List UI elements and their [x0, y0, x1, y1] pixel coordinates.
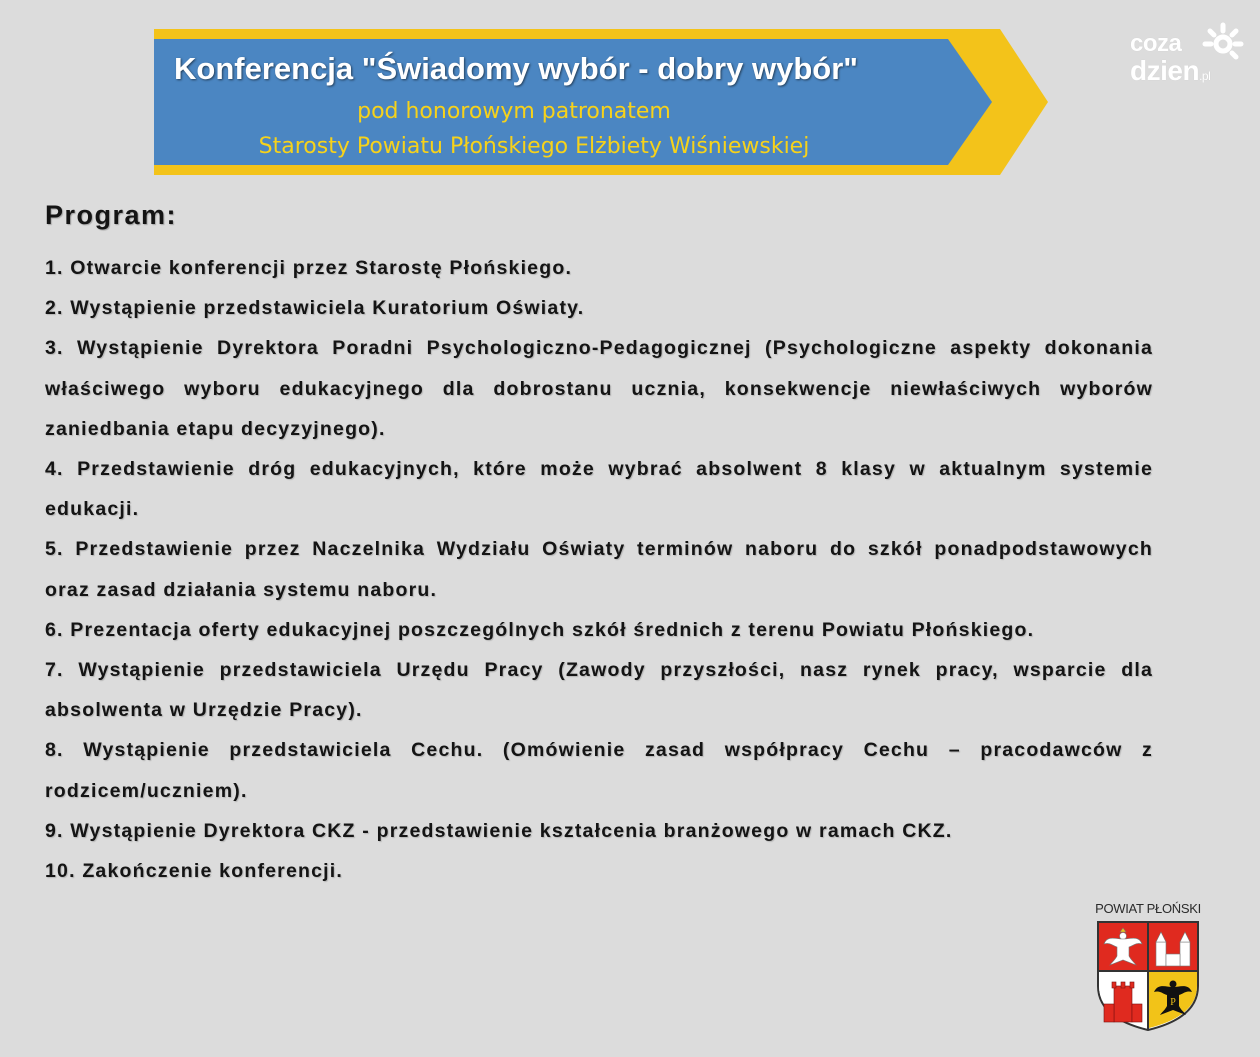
banner-subtitle-line2: Starosty Powiatu Płońskiego Elżbiety Wiśniewskiej — [258, 134, 810, 159]
program-item: 7. Wystąpienie przedstawiciela Urzędu Pracy (Zawody przyszłości, nasz rynek pracy, wsparcie dla absolwenta w Urzędzie Pracy). — [45, 659, 1153, 722]
watermark-line2-text: dzien — [1130, 55, 1200, 86]
program-list — [45, 248, 1153, 891]
program-item: 2. Wystąpienie przedstawiciela Kuratorium Oświaty. — [45, 297, 585, 320]
program-item: 8. Wystąpienie przedstawiciela Cechu. (Omówienie zasad współpracy Cechu – pracodawców z rodzicem/uczniem). — [45, 739, 1153, 802]
coat-of-arms-icon — [1096, 920, 1200, 1032]
conference-banner — [154, 29, 1048, 175]
program-item: 9. Wystąpienie Dyrektora CKZ - przedstawienie kształcenia branżowego w ramach CKZ. — [45, 819, 953, 842]
program-item: 3. Wystąpienie Dyrektora Poradni Psychologiczno-Pedagogicznej (Psychologiczne aspekty dokonania właściwego wyboru edukacyjnego dla dobrostanu ucznia, konsekwencje niewłaściwych wyborów zaniedbania etapu decyzyjnego). — [45, 337, 1153, 440]
program-item: 4. Przedstawienie dróg edukacyjnych, które może wybrać absolwent 8 klasy w aktualnym systemie edukacji. — [45, 458, 1153, 521]
program-item: 5. Przedstawienie przez Naczelnika Wydziału Oświaty terminów naboru do szkół ponadpodstawowych oraz zasad działania systemu naboru. — [45, 538, 1153, 601]
program-heading: Program: — [45, 200, 178, 230]
crest-label: POWIAT PŁOŃSKI — [1095, 901, 1201, 916]
program-item: 10. Zakończenie konferencji. — [45, 860, 344, 883]
program-item: 1. Otwarcie konferencji przez Starostę Płońskiego. — [45, 257, 573, 279]
banner-subtitle-line1: pod honorowym patronatem — [357, 99, 671, 124]
site-watermark-logo — [1128, 22, 1246, 86]
program-item: 6. Prezentacja oferty edukacyjnej poszczególnych szkół średnich z terenu Powiatu Płońskiego. — [45, 618, 1035, 641]
svg-text:P: P — [1170, 997, 1176, 1008]
watermark-suffix: .pl — [1199, 69, 1211, 83]
watermark-line2 — [1130, 55, 1210, 87]
watermark-line1: coza — [1130, 30, 1182, 57]
banner-title: Konferencja "Świadomy wybór - dobry wybór" — [174, 51, 858, 86]
